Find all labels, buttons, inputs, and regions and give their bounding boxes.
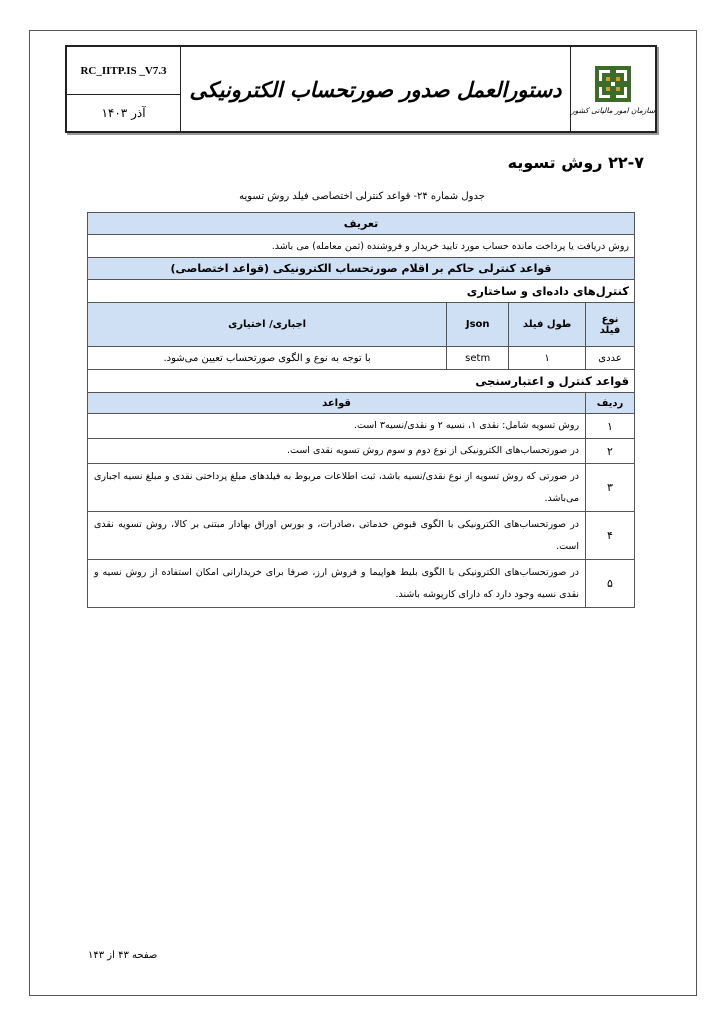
row-number: ۵ (586, 560, 635, 608)
validation-heading: قواعد کنترل و اعتبارسنجی (88, 370, 635, 393)
section-heading: ۲۲-۷ روش تسویه (507, 153, 644, 172)
field-type-cell: عددی (586, 347, 635, 370)
document-title: دستورالعمل صدور صورتحساب الکترونیکی (189, 76, 562, 102)
table-caption: جدول شماره ۲۴- قواعد کنترلی اختصاصی فیلد روش تسویه (239, 191, 485, 202)
data-controls-heading: کنترل‌های داده‌ای و ساختاری (88, 280, 635, 303)
column-header: قواعد (88, 393, 586, 414)
rules-band: قواعد کنترلی حاکم بر اقلام صورتحساب الکترونیکی (قواعد اختصاصی) (88, 258, 635, 280)
table-row (88, 560, 635, 608)
field-length-cell: ۱ (509, 347, 586, 370)
row-number: ۴ (586, 512, 635, 560)
definition-header: تعریف (88, 213, 635, 235)
validation-column-headers (88, 393, 635, 414)
emblem-icon (593, 64, 633, 104)
column-header: اجباری/ اختیاری (88, 303, 447, 347)
rule-text: روش تسویه شامل: نقدی ۱، نسیه ۲ و نقدی/نسیه۳ است. (88, 414, 586, 439)
table-row (88, 414, 635, 439)
rule-text: در صورتی که روش تسویه از نوع نقدی/نسیه باشد، ثبت اطلاعات مربوط به فیلدهای مبلغ پرداختی نقدی و مبلغ نسیه اجباری می‌باشد. (88, 464, 586, 512)
column-header: طول فیلد (509, 303, 586, 347)
rule-text: در صورتحساب‌های الکترونیکی از نوع دوم و سوم روش تسویه نقدی است. (88, 439, 586, 464)
rule-text: در صورتحساب‌های الکترونیکی با الگوی قبوض خدماتی ،صادرات، و بورس اوراق بهادار مبتنی بر کالا، روش تسویه نقدی است. (88, 512, 586, 560)
organization-logo (570, 47, 655, 131)
row-number: ۱ (586, 414, 635, 439)
column-header: ردیف (586, 393, 635, 414)
json-key-cell: setm (447, 347, 509, 370)
definition-text: روش دریافت یا پرداخت مانده حساب مورد تایید خریدار و فروشنده (ثمن معامله) می باشد. (88, 235, 635, 258)
table-row (88, 439, 635, 464)
organization-name: سازمان امور مالیاتی کشور (571, 105, 655, 115)
table-row (88, 512, 635, 560)
document-date: آذر ۱۴۰۳ (101, 106, 146, 120)
page-number: صفحه ۴۳ از ۱۴۳ (88, 950, 158, 961)
requirement-cell: با توجه به نوع و الگوی صورتحساب تعیین می‌شود. (88, 347, 447, 370)
column-header: Json (447, 303, 509, 347)
data-controls-column-headers (88, 303, 635, 347)
rule-text: در صورتحساب‌های الکترونیکی با الگوی بلیط هواپیما و فروش ارز، صرفا برای خریدارانی امکان استفاده از روش نسیه و نقدی نسیه وجود دارد که دارای کارپوشه باشند. (88, 560, 586, 608)
column-header: نوع فیلد (586, 303, 635, 347)
table-row (88, 464, 635, 512)
row-number: ۳ (586, 464, 635, 512)
document-code: RC_IITP.IS _V7.3 (67, 47, 180, 95)
document-header (65, 45, 657, 133)
spec-table (87, 212, 635, 608)
table-row (88, 347, 635, 370)
header-meta (67, 47, 181, 131)
row-number: ۲ (586, 439, 635, 464)
